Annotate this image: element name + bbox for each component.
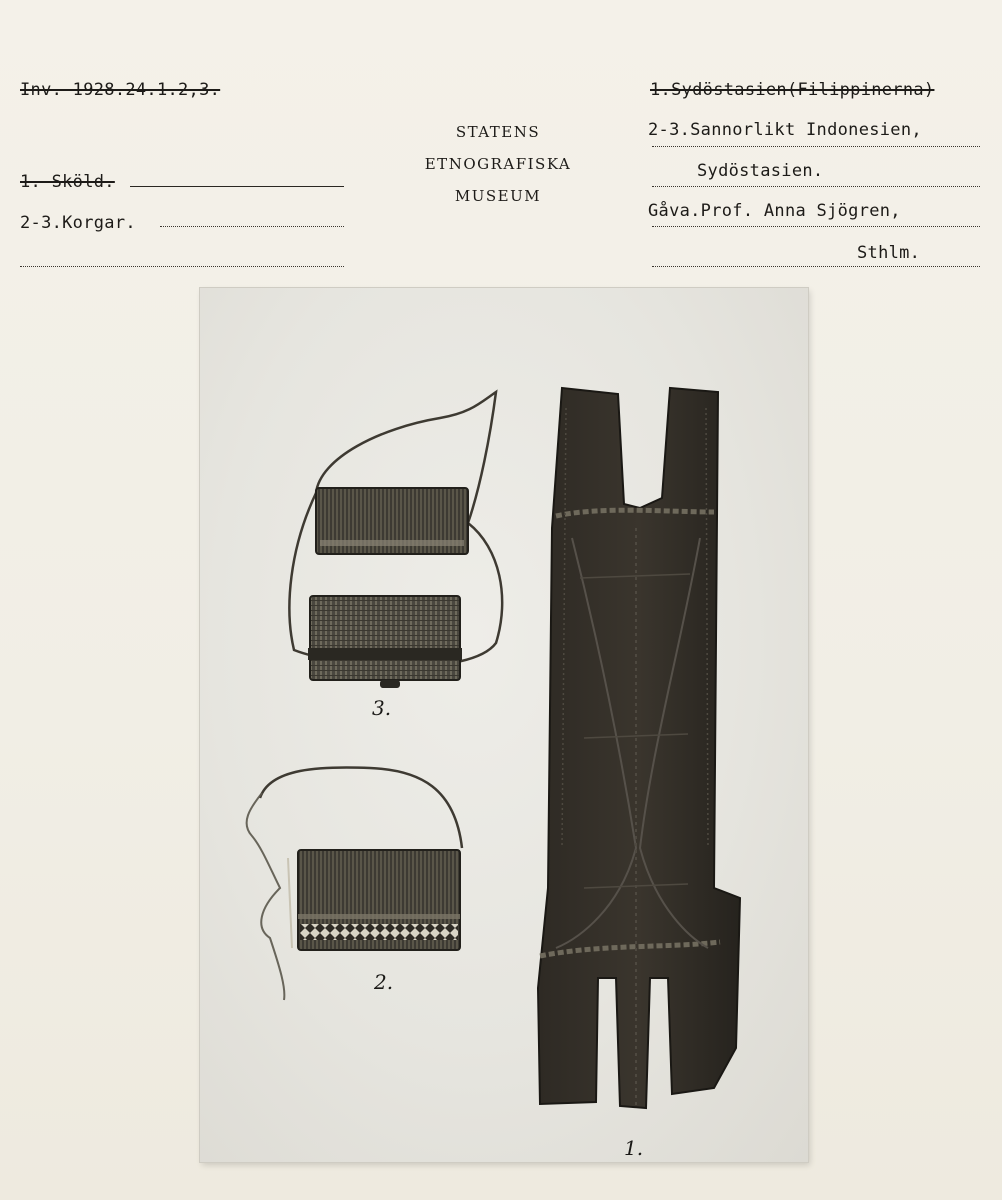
basket-3 [289,392,502,688]
basket-2-pattern-band [300,924,458,940]
object-photograph [200,288,808,1162]
basket-3-label: 3. [372,696,392,720]
donor-rule [652,226,980,227]
origin-line-1: 1.Sydöstasien(Filippinerna) [650,80,935,100]
museum-line-3: MUSEUM [454,187,542,205]
origin-rule-3 [652,186,980,187]
inventory-number: Inv. 1928.24.1.2,3. [20,80,221,100]
blank-rule [20,266,344,267]
donor-city: Sthlm. [857,243,921,263]
donor-line: Gåva.Prof. Anna Sjögren, [648,201,901,221]
basket-2-strap [260,767,462,848]
origin-line-3: Sydöstasien. [697,161,824,181]
photo-illustration [200,288,808,1162]
city-rule [652,266,980,267]
item-2-3-text: 2-3.Korgar. [20,213,136,233]
shield-1-label: 1. [624,1136,644,1160]
museum-name [408,116,588,212]
shield-1 [538,388,740,1108]
museum-line-1: STATENS [455,123,541,141]
item-2-3-rule [160,226,344,227]
basket-3-base [310,596,460,680]
item-1-text: 1. Sköld. [20,172,115,192]
item-1-rule [130,186,344,187]
basket-2-label: 2. [374,970,394,994]
origin-rule-2 [652,146,980,147]
museum-line-2: ETNOGRAFISKA [424,155,572,173]
shield-silhouette [538,388,740,1108]
basket-2 [247,767,462,1000]
origin-line-2: 2-3.Sannorlikt Indonesien, [648,120,922,140]
